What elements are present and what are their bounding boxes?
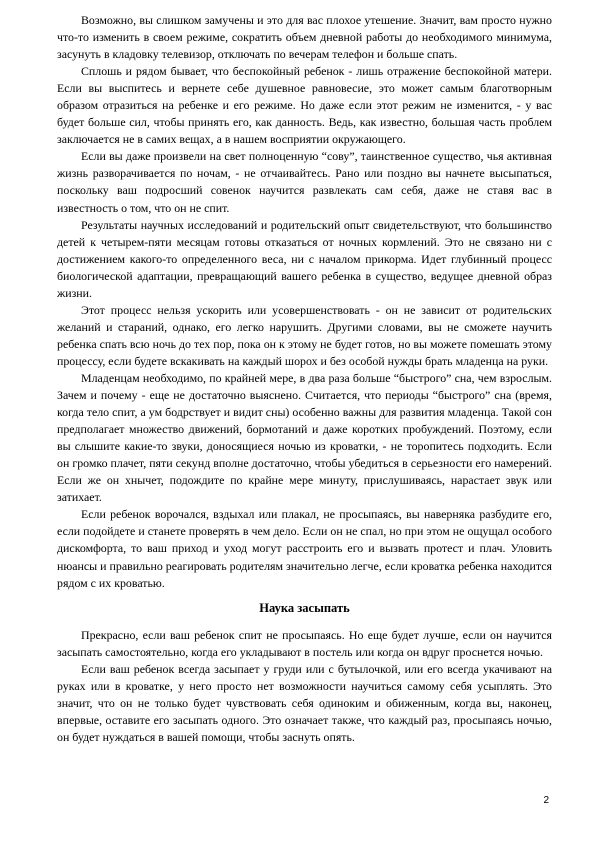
section-heading: Наука засыпать xyxy=(259,600,350,615)
paragraph: Прекрасно, если ваш ребенок спит не просыпаясь. Но еще будет лучше, если он научится засыпать самостоятельно, когда его укладывают в постель или когда он вдруг проснется ночью. xyxy=(57,627,552,659)
paragraph: Возможно, вы слишком замучены и это для вас плохое утешение. Значит, вам просто нужно что-то изменить в своем режиме, сократить объем дневной работы до необходимого минимума, засунуть в кладовку телевизор, отключать по вечерам телефон и больше спать. xyxy=(57,13,552,62)
paragraph: Если ребенок ворочался, вздыхал или плакал, не просыпаясь, вы наверняка разбудите его, если подойдете и станете проверять в чем дело. Если он не спал, но при этом не ощущал особого дискомфорта, то ваш приход и уход могут расстроить его и вызвать протест и плач. Уловить нюансы и правильно реагировать родителям значительно легче, если кроватка ребенка находится рядом с их кроватью. xyxy=(57,507,552,590)
paragraph: Если вы даже произвели на свет полноценную “сову”, таинственное существо, чья активная жизнь разворачивается по ночам, - не отчаивайтесь. Рано или поздно вы начнете высыпаться, поскольку ваш подросший совенок научится развлекать сам себя, даже не ставя вас в известность о том, что он не спит. xyxy=(57,149,552,215)
paragraph: Если ваш ребенок всегда засыпает у груди или с бутылочкой, или его всегда укачивают на руках или в кроватке, у него просто нет возможности научиться самому себя усыплять. Это значит, что он не только будет чувствовать себя одиноким и обиженным, когда вы, наконец, впервые, оставите его засыпать одного. Это означает также, что каждый раз, просыпаясь ночью, он будет нуждаться в вашей помощи, чтобы заснуть опять. xyxy=(57,661,552,744)
paragraph: Этот процесс нельзя ускорить или усовершенствовать - он не зависит от родительских желаний и стараний, однако, его легко нарушить. Другими словами, вы не сможете научить ребенка спать всю ночь до тех пор, пока он к этому не будет готов, но вы можете помешать этому процессу, если будете вскакивать на каждый шорох и без особой нужды брать младенца на руки. xyxy=(57,302,552,368)
page-number: 2 xyxy=(543,795,549,806)
paragraph: Младенцам необходимо, по крайней мере, в два раза больше “быстрого” сна, чем взрослым. Зачем и почему - еще не достаточно выяснено. Считается, что периоды “быстрого” сна (время, когда тело спит, а ум бодрствует и видит сны) особенно важны для развития младенца. Такой сон предполагает множество движений, бормотаний и даже коротких пробуждений. Поэтому, если вы слышите какие-то звуки, доносящиеся ночью из кроватки, - не торопитесь подходить. Если он громко плачет, пяти секунд вполне достаточно, чтобы убедиться в серьезности его намерений. Если же он хнычет, подождите по крайне мере минуту, прислушиваясь, нарастает звук или затихает. xyxy=(57,370,552,505)
paragraph: Результаты научных исследований и родительский опыт свидетельствуют, что большинство детей к четырем-пяти месяцам готовы отказаться от ночных кормлений. Это не связано ни с достижением какого-то определенного веса, ни с началом прикорма. Идет глубинный процесс биологической адаптации, превращающий вашего ребенка в существо, ведущее дневной образ жизни. xyxy=(57,217,552,300)
document-page xyxy=(57,12,552,746)
paragraph: Сплошь и рядом бывает, что беспокойный ребенок - лишь отражение беспокойной матери. Если вы выспитесь и вернете себе душевное равновесие, это может самым благотворным образом отразиться на ребенке и его режиме. Но даже если этот режим не изменится, - у вас будет больше сил, чтобы принять его, как данность. Ведь, как известно, большая часть проблем заключается не в самих вещах, а в нашем восприятии окружающего. xyxy=(57,64,552,147)
